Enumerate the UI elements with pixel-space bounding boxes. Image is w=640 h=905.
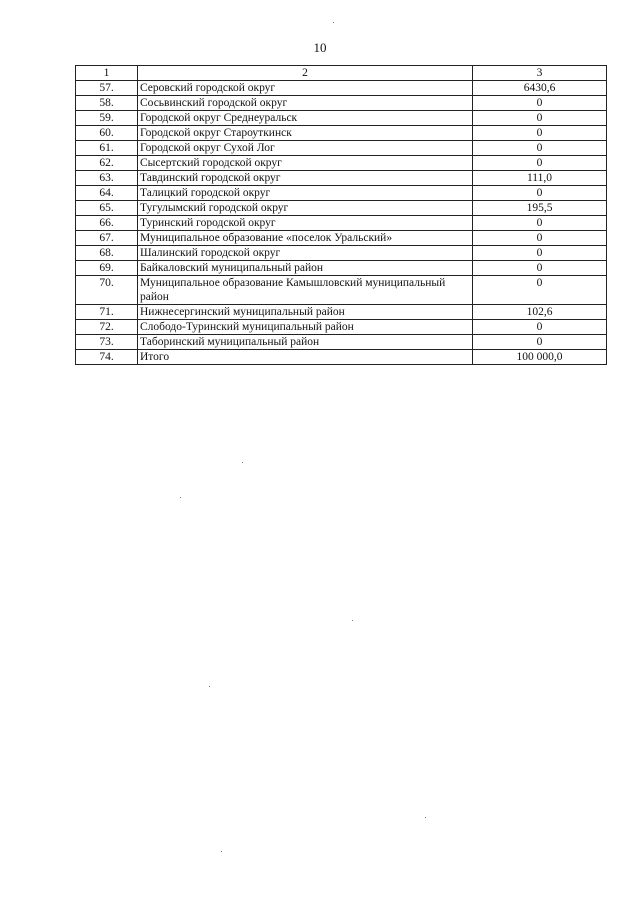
municipality-name: Тавдинский городской округ xyxy=(138,171,473,186)
page-number: 10 xyxy=(313,40,327,55)
table-row xyxy=(76,81,607,96)
table-row xyxy=(76,201,607,216)
amount-value: 6430,6 xyxy=(473,81,607,96)
table-row xyxy=(76,305,607,320)
row-number: 58. xyxy=(76,96,138,111)
row-number: 64. xyxy=(76,186,138,201)
amount-value: 111,0 xyxy=(473,171,607,186)
amount-value: 0 xyxy=(473,141,607,156)
amount-value: 102,6 xyxy=(473,305,607,320)
amount-value: 0 xyxy=(473,126,607,141)
row-number: 74. xyxy=(76,350,138,365)
row-number: 63. xyxy=(76,171,138,186)
allocation-table xyxy=(75,65,607,365)
row-number: 57. xyxy=(76,81,138,96)
municipality-name: Городской округ Сухой Лог xyxy=(138,141,473,156)
row-number: 72. xyxy=(76,320,138,335)
amount-value: 0 xyxy=(473,111,607,126)
scan-speck xyxy=(425,817,426,818)
municipality-name: Шалинский городской округ xyxy=(138,246,473,261)
scan-speck xyxy=(221,851,222,852)
amount-value: 0 xyxy=(473,156,607,171)
municipality-name: Серовский городской округ xyxy=(138,81,473,96)
column-header-number: 1 xyxy=(76,66,138,81)
table-total-row xyxy=(76,350,607,365)
table-row xyxy=(76,126,607,141)
municipality-name: Городской округ Среднеуральск xyxy=(138,111,473,126)
municipality-name: Сосьвинский городской округ xyxy=(138,96,473,111)
table-row xyxy=(76,216,607,231)
amount-value: 0 xyxy=(473,186,607,201)
municipality-name: Байкаловский муниципальный район xyxy=(138,261,473,276)
row-number: 67. xyxy=(76,231,138,246)
municipality-name: Муниципальное образование Камышловский муниципальный район xyxy=(138,276,473,305)
row-number: 61. xyxy=(76,141,138,156)
municipality-name: Муниципальное образование «поселок Уральский» xyxy=(138,231,473,246)
table-row xyxy=(76,276,607,305)
amount-value: 195,5 xyxy=(473,201,607,216)
municipality-name: Таборинский муниципальный район xyxy=(138,335,473,350)
row-number: 60. xyxy=(76,126,138,141)
table-row xyxy=(76,111,607,126)
scan-speck xyxy=(352,620,353,621)
table-row xyxy=(76,96,607,111)
scan-speck xyxy=(333,22,334,23)
row-number: 69. xyxy=(76,261,138,276)
scan-speck xyxy=(209,686,210,687)
row-number: 70. xyxy=(76,276,138,305)
municipality-name: Тугулымский городской округ xyxy=(138,201,473,216)
total-value: 100 000,0 xyxy=(473,350,607,365)
table-row xyxy=(76,156,607,171)
row-number: 71. xyxy=(76,305,138,320)
scan-speck xyxy=(180,497,181,498)
municipality-name: Талицкий городской округ xyxy=(138,186,473,201)
amount-value: 0 xyxy=(473,320,607,335)
total-label: Итого xyxy=(138,350,473,365)
row-number: 68. xyxy=(76,246,138,261)
table-row xyxy=(76,231,607,246)
row-number: 73. xyxy=(76,335,138,350)
table-row xyxy=(76,141,607,156)
table-row xyxy=(76,246,607,261)
row-number: 65. xyxy=(76,201,138,216)
table-row xyxy=(76,186,607,201)
municipality-name: Туринский городской округ xyxy=(138,216,473,231)
municipality-name: Городской округ Староуткинск xyxy=(138,126,473,141)
amount-value: 0 xyxy=(473,216,607,231)
amount-value: 0 xyxy=(473,261,607,276)
scan-speck xyxy=(242,462,243,463)
amount-value: 0 xyxy=(473,231,607,246)
table-row xyxy=(76,171,607,186)
municipality-name: Слободо-Туринский муниципальный район xyxy=(138,320,473,335)
municipality-name: Нижнесергинский муниципальный район xyxy=(138,305,473,320)
table-row xyxy=(76,261,607,276)
table-row xyxy=(76,320,607,335)
column-header-name: 2 xyxy=(138,66,473,81)
column-header-value: 3 xyxy=(473,66,607,81)
amount-value: 0 xyxy=(473,246,607,261)
row-number: 66. xyxy=(76,216,138,231)
table-row xyxy=(76,335,607,350)
amount-value: 0 xyxy=(473,335,607,350)
row-number: 62. xyxy=(76,156,138,171)
municipality-name: Сысертский городской округ xyxy=(138,156,473,171)
row-number: 59. xyxy=(76,111,138,126)
amount-value: 0 xyxy=(473,276,607,305)
table-header-row xyxy=(76,66,607,81)
amount-value: 0 xyxy=(473,96,607,111)
